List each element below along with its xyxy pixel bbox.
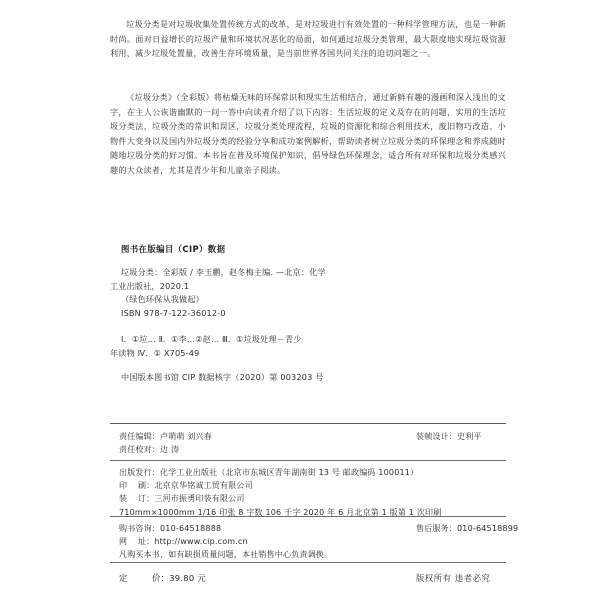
- publisher-value: 化学工业出版社（北京市东城区青年湖南街 13 号 邮政编码 100011）: [160, 468, 419, 477]
- website-row: [119, 535, 506, 548]
- designer-field: [416, 430, 482, 443]
- price-label: 定: [119, 573, 139, 583]
- contact-block: [119, 522, 519, 562]
- cip-registry-number: 中国版本图书馆 CIP 数据核字（2020）第 003203 号: [121, 372, 324, 382]
- blurb-paragraph-2: [110, 90, 506, 178]
- cip-body: [110, 266, 506, 320]
- cip-class-line-2: 年读物 Ⅳ．① X705-49: [110, 347, 200, 358]
- proofreader-value: 边 涛: [160, 445, 180, 455]
- binding-label-2: 订：: [138, 494, 155, 504]
- purchase-row: [119, 522, 519, 535]
- divider-rule-footer: [110, 562, 506, 563]
- cip-classification: [110, 333, 506, 360]
- printer-label-2: 刷：: [138, 481, 155, 491]
- divider-rule-top: [110, 423, 506, 424]
- specs-row: [119, 506, 506, 519]
- cip-heading: 图书在版编目（CIP）数据: [121, 244, 226, 254]
- footer-row: [119, 572, 506, 584]
- website-label-2: 址：: [138, 537, 155, 547]
- publisher-label: 出版发行：: [119, 468, 160, 477]
- print-specs: 710mm×1000mm 1/16 印张 8 字数 106 千字 2020 年 6 月北京第 1 版第 1 次印刷: [119, 507, 442, 517]
- exchange-notice: 凡购买本书，如有缺损质量问题，本社销售中心负责调换。: [119, 550, 333, 560]
- publishing-block: [119, 466, 506, 519]
- purchase-label: 购书咨询：: [119, 524, 160, 533]
- price-value: 39.80 元: [169, 573, 206, 583]
- service-label: 售后服务：: [416, 524, 457, 533]
- price-label-2: 价：: [152, 573, 170, 583]
- printer-row: [119, 479, 506, 492]
- exchange-notice-row: [119, 548, 506, 561]
- proofreader-label: 责任校对：: [119, 445, 160, 455]
- printer-label: 印: [119, 481, 138, 491]
- blurb-text-2: 《垃圾分类》（全彩版）将枯燥无味的环保常识和现实生活相结合，通过新鲜有趣的漫画和深入浅出的文字，在主人公诙谐幽默的一问一答中向读者介绍了以下内容：生活垃圾的定义及存在的问题，实用的生活垃圾分类法，垃圾分类的常识和误区，垃圾分类处理流程，垃圾的资源化和综合利用技术，废旧物巧改造、小物件大变身以及国内外垃圾分类的经验分享和成功案例解析，帮助读者树立垃圾分类的环保理念和养成随时随地垃圾分类的好习惯。本书旨在普及环境保护知识，倡导绿色环保理念，适合所有对环保和垃圾分类感兴趣的大众读者，尤其是青少年和儿童亲子阅读。: [110, 92, 506, 175]
- cip-line-2: 工业出版社，2020.1: [110, 280, 190, 291]
- designer-label: 装帧设计：: [416, 432, 457, 441]
- editor-label: 责任编辑：: [119, 432, 160, 441]
- service-phone: 010-64518899: [457, 524, 519, 533]
- publisher-row: [119, 466, 506, 479]
- cip-line-1: 垃圾分类：全彩版 / 李玉鹏，赵冬梅主编. —北京：化学: [121, 267, 326, 277]
- blurb-text-1: 垃圾分类是对垃圾收集处置传统方式的改革，是对垃圾进行有效处置的一种科学管理方法，也是一种新时尚。面对日益增长的垃圾产量和环境状况恶化的局面，如何通过垃圾分类管理，最大限度地实现垃圾资源利用，减少垃圾处置量，改善生存环境质量，是当前世界各国共同关注的迫切问题之一。: [110, 19, 506, 59]
- website-label: 网: [119, 537, 138, 547]
- blurb-paragraph-1: [110, 17, 506, 61]
- cip-class-line-1: Ⅰ．①垃… Ⅱ．①李…②赵… Ⅲ．①垃圾处理－青少: [121, 334, 302, 344]
- binding-row: [119, 492, 506, 505]
- service-field: [416, 522, 518, 535]
- editor-value: 卢萌萌 刘兴春: [160, 432, 212, 441]
- credits-block: [119, 430, 506, 456]
- printer-value: 北京京华铭诚工贸有限公司: [154, 481, 253, 491]
- credits-row-proofreader: [119, 443, 506, 456]
- cip-line-3: （绿色环保从我做起）: [121, 294, 204, 305]
- cip-isbn: ISBN 978-7-122-36012-0: [121, 307, 226, 318]
- purchase-phone: 010-64518888: [160, 524, 222, 533]
- binding-value: 三河市振勇印装有限公司: [154, 494, 245, 504]
- designer-value: 史利平: [457, 432, 482, 441]
- website-url[interactable]: http://www.cip.com.cn: [154, 537, 248, 547]
- binding-label: 装: [119, 494, 138, 504]
- copyright-notice: 版权所有 违者必究: [416, 573, 491, 583]
- credits-row-editor: [119, 430, 506, 443]
- divider-rule-credits: [110, 460, 506, 461]
